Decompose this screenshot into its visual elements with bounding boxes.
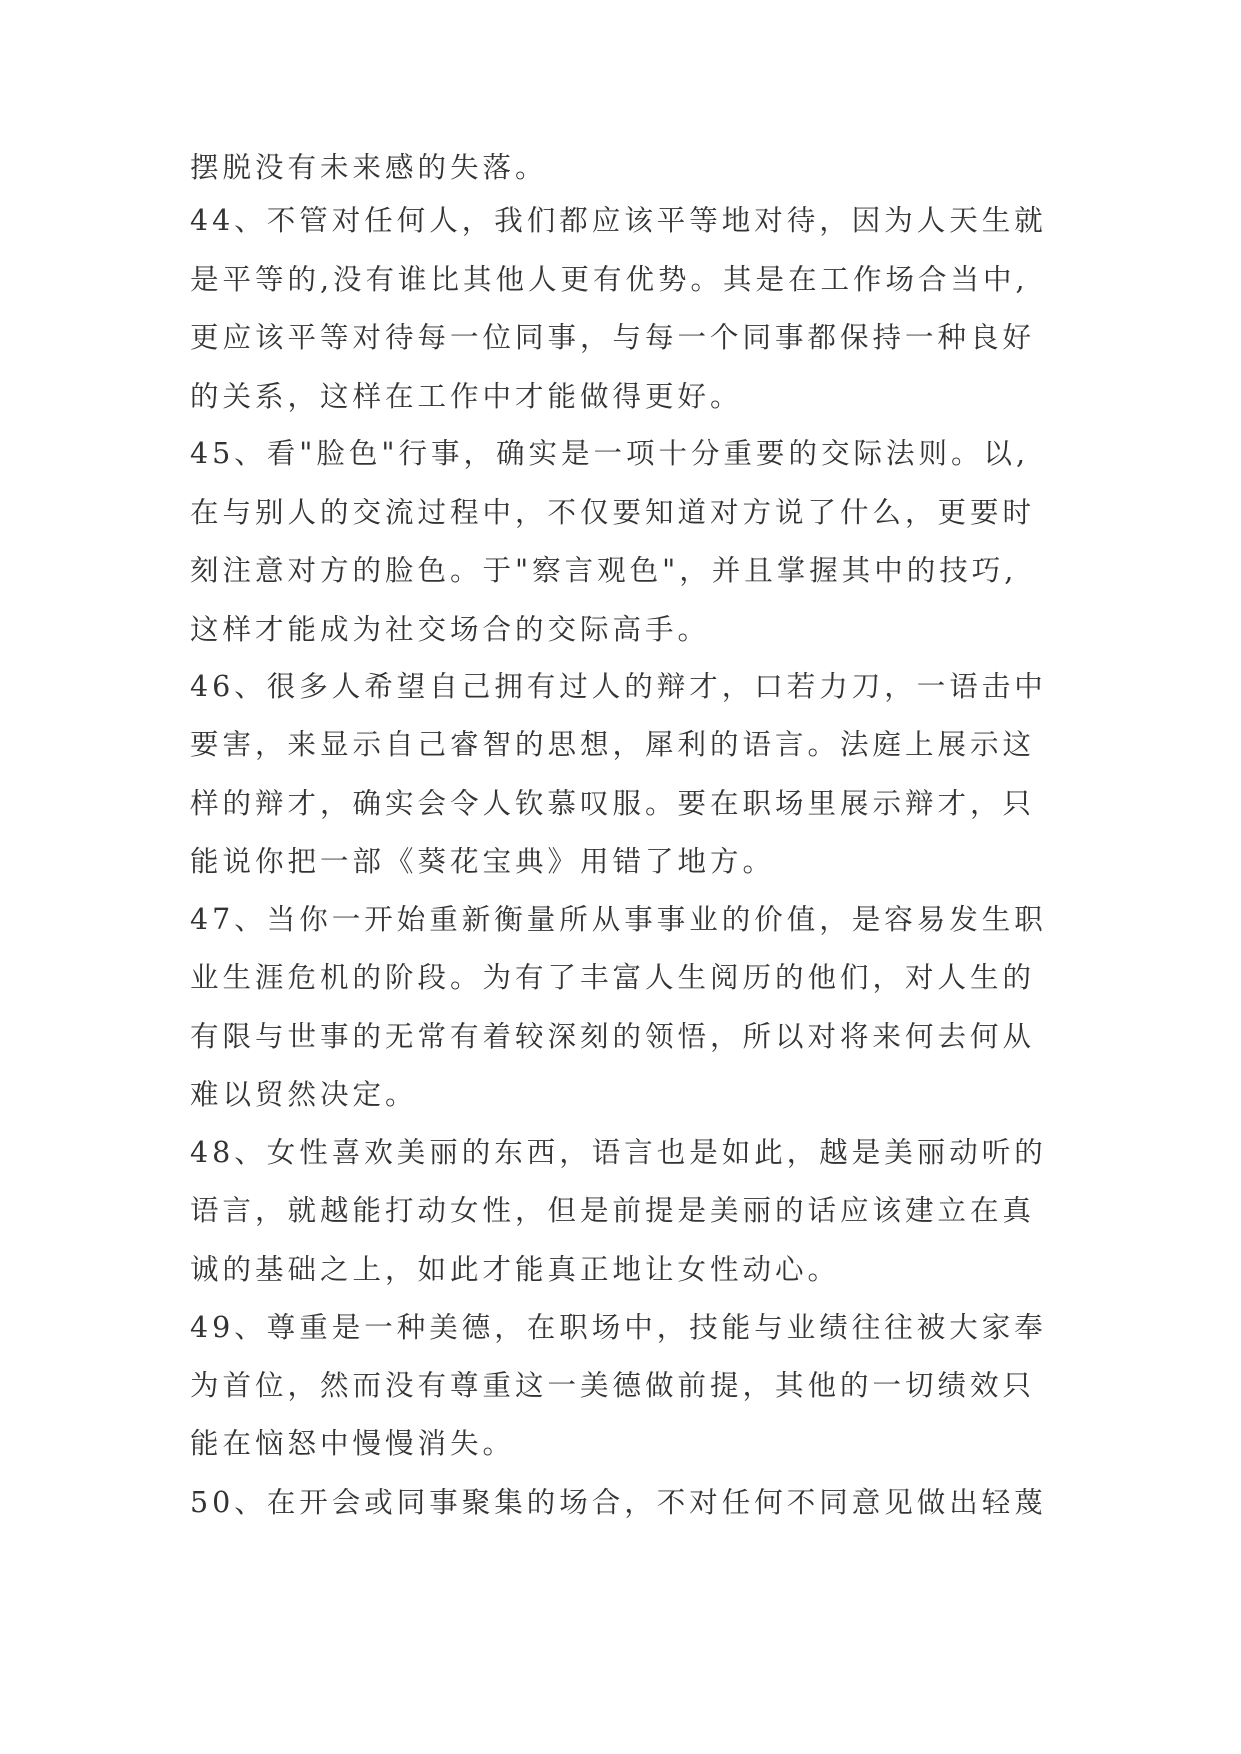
text-line: 业生涯危机的阶段。为有了丰富人生阅历的他们，对人生的	[190, 961, 1036, 994]
text-line: 44、不管对任何人，我们都应该平等地对待，因为人天生就	[190, 204, 1047, 237]
text-line: 能说你把一部《葵花宝典》用错了地方。	[190, 845, 776, 878]
text-line: 47、当你一开始重新衡量所从事事业的价值，是容易发生职	[190, 903, 1047, 936]
text-line: 语言，就越能打动女性，但是前提是美丽的话应该建立在真	[190, 1194, 1036, 1227]
text-line: 更应该平等对待每一位同事，与每一个同事都保持一种良好	[190, 321, 1036, 354]
text-line: 摆脱没有未来感的失落。	[190, 151, 548, 184]
text-line: 46、很多人希望自己拥有过人的辩才，口若力刀，一语击中	[190, 670, 1047, 703]
text-line: 样的辩才，确实会令人钦慕叹服。要在职场里展示辩才，只	[190, 787, 1036, 820]
text-line: 难以贸然决定。	[190, 1078, 418, 1111]
text-line: 能在恼怒中慢慢消失。	[190, 1427, 516, 1460]
text-line: 要害，来显示自己睿智的思想，犀利的语言。法庭上展示这	[190, 728, 1036, 761]
text-line: 这样才能成为社交场合的交际高手。	[190, 613, 711, 646]
text-line: 是平等的,没有谁比其他人更有优势。其是在工作场合当中,	[190, 263, 1029, 296]
text-line: 刻注意对方的脸色。于"察言观色"，并且掌握其中的技巧,	[190, 554, 1018, 587]
text-line: 诚的基础之上，如此才能真正地让女性动心。	[190, 1253, 841, 1286]
text-line: 49、尊重是一种美德，在职场中，技能与业绩往往被大家奉	[190, 1311, 1047, 1344]
text-line: 有限与世事的无常有着较深刻的领悟，所以对将来何去何从	[190, 1020, 1036, 1053]
text-line: 48、女性喜欢美丽的东西，语言也是如此，越是美丽动听的	[190, 1136, 1047, 1169]
text-line: 在与别人的交流过程中，不仅要知道对方说了什么，更要时	[190, 496, 1036, 529]
text-line: 50、在开会或同事聚集的场合，不对任何不同意见做出轻蔑	[190, 1486, 1047, 1519]
text-line: 为首位，然而没有尊重这一美德做前提，其他的一切绩效只	[190, 1369, 1036, 1402]
text-line: 45、看"脸色"行事，确实是一项十分重要的交际法则。以,	[190, 437, 1030, 470]
text-line: 的关系，这样在工作中才能做得更好。	[190, 380, 743, 413]
